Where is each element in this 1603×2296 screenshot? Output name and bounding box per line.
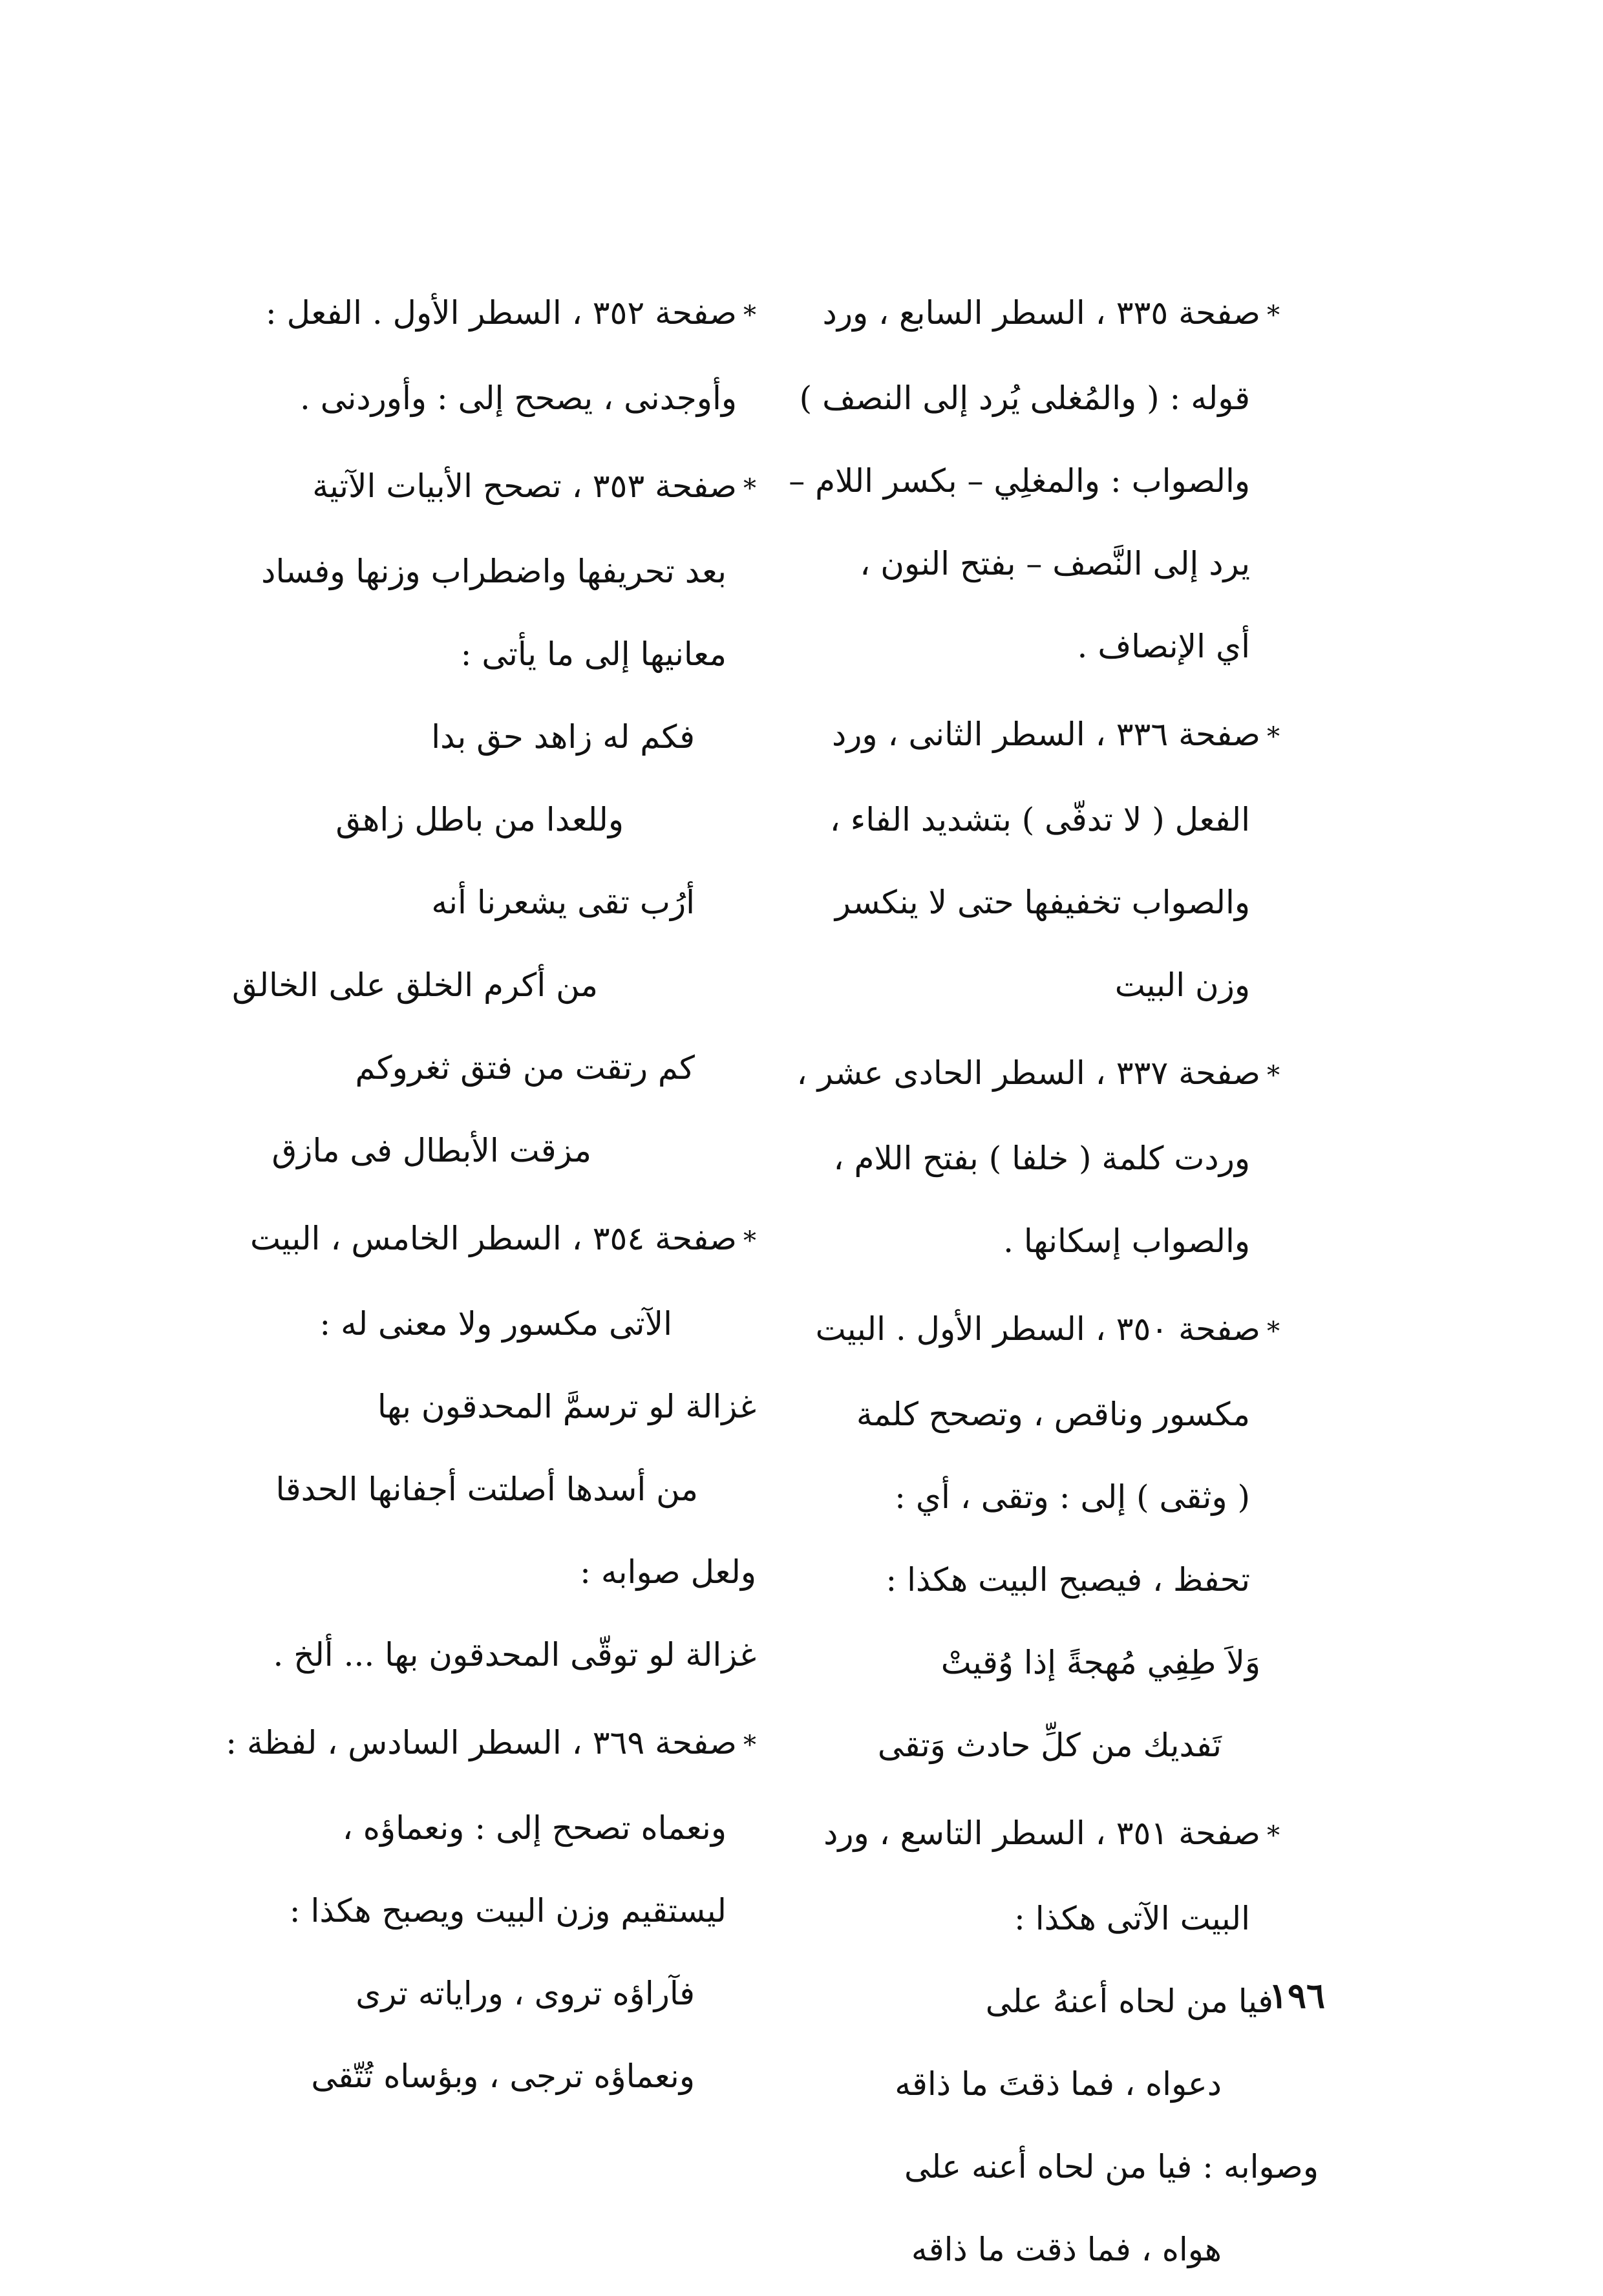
entry-text-line: يرد إلى النَّصف – بفتح النون ، — [860, 545, 1250, 582]
verse-line: فآراؤه تروى ، ورایاته ترى — [356, 1975, 695, 2012]
bullet-star: * — [1267, 1821, 1280, 1851]
poem-verse — [232, 696, 756, 1192]
entry-text-line: وردت كلمة ( خلفا ) بفتح اللام ، — [833, 1140, 1250, 1177]
bullet-star: * — [1267, 301, 1280, 330]
entry-text-line: ونعماه تصحح إلى : ونعماؤه ، — [342, 1809, 727, 1847]
poem-verse — [792, 1960, 1280, 2125]
entry-text-line: والصواب : والمغلِي – بكسر اللام – — [789, 462, 1250, 500]
correction-entry — [789, 271, 1280, 688]
entry-text-line: ليستقيم وزن البيت ويصبح هكذا : — [289, 1892, 727, 1929]
verse-line: وَلاَ طِفِي مُهجةً إذا وُقيتْ — [940, 1644, 1260, 1681]
correction-entry — [226, 1701, 756, 2118]
correction-entry — [792, 1288, 1280, 1787]
entry-heading: صفحة ٣٦٩ ، السطر السادس ، لفظة : — [226, 1724, 737, 1761]
correction-entry — [246, 1197, 756, 1696]
bullet-star: * — [1267, 1061, 1280, 1090]
entry-text-line: وزن البيت — [1114, 966, 1250, 1004]
entry-text-line: بعد تحريفها واضطراب وزنها وفساد — [261, 553, 727, 590]
entry-text-line: الفعل ( لا تدفّى ) بتشديد الفاء ، — [829, 801, 1250, 838]
correction-entry — [232, 445, 756, 1192]
entry-text-line: الآتى مكسور ولا معنى له : — [319, 1305, 672, 1343]
bullet-star: * — [743, 301, 756, 330]
verse-line: من أسدها أصلتت أجفانها الحدقا — [275, 1471, 698, 1508]
verse-line: تَفديك من كلِّ حادث وَتقى — [877, 1727, 1222, 1764]
entry-text-line: ولعل صوابه : — [580, 1553, 756, 1591]
entry-heading: صفحة ٣٥٢ ، السطر الأول . الفعل : — [265, 294, 737, 332]
entry-text-line: غزالة لو توقّى المحدقون بها ... ألخ . — [273, 1636, 756, 1674]
entry-heading: صفحة ٣٥٠ ، السطر الأول . البيت — [815, 1310, 1260, 1348]
correction-entry — [792, 693, 1280, 1026]
bullet-star: * — [1267, 722, 1280, 752]
page-number: ١٩٦ — [1268, 1975, 1325, 2016]
verse-line: كم رتقت من فتق ثغروكم — [355, 1049, 695, 1087]
left-column — [226, 271, 756, 2123]
entry-heading: صفحة ٣٣٧ ، السطر الحادى عشر ، — [796, 1054, 1260, 1092]
verse-line: من أكرم الخلق على الخالق — [232, 966, 598, 1004]
verse-line: مزقت الأبطال فى مازق — [271, 1132, 591, 1169]
poem-verse — [792, 1621, 1280, 1787]
verse-line: ونعماؤه ترجى ، وبؤساه تُتّقى — [311, 2057, 695, 2095]
verse-line: فيا من لحاه أعنهُ على — [985, 1982, 1273, 2020]
entry-text-line: قوله : ( والمُغلى يُرد إلى النصف ) — [799, 379, 1250, 417]
entry-text-line: ( وثقى ) إلى : وتقى ، أي : — [895, 1478, 1250, 1516]
bullet-star: * — [743, 1226, 756, 1256]
verse-line: غزالة لو ترسمَّ المحدقون بها — [377, 1388, 756, 1425]
verse-line: وللعدا من باطل زاهق — [335, 801, 624, 838]
bullet-star: * — [743, 1730, 756, 1760]
entry-text-line: مكسور وناقص ، وتصحح كلمة — [856, 1396, 1250, 1433]
verse-line: دعواه ، فما ذقتَ ما ذاقه — [895, 2065, 1222, 2103]
entry-text-line: تحفظ ، فيصبح البيت هكذا : — [886, 1561, 1250, 1599]
entry-heading: صفحة ٣٥٣ ، تصحح الأبيات الآتية — [312, 467, 737, 505]
entry-heading: صفحة ٣٣٦ ، السطر الثانى ، ورد — [832, 716, 1260, 753]
correction-entry — [792, 1032, 1280, 1282]
entry-text-line: والصواب تخفيفها حتى لا ينكسر — [834, 884, 1250, 921]
correction-entry — [246, 271, 756, 440]
entry-text-line: وأوجدنى ، يصحح إلى : وأوردنى . — [300, 379, 737, 417]
bullet-star: * — [743, 474, 756, 504]
entry-text-line: البيت الآتى هكذا : — [1014, 1900, 1250, 1937]
verse-line: أرُب تقى يشعرنا أنه — [431, 884, 695, 921]
entry-text-line: والصواب إسكانها . — [1003, 1222, 1250, 1260]
entry-text-line: وصوابه : فيا من لحاه أعنه على — [904, 2148, 1319, 2185]
verse-line: فكم له زاهد حق بدا — [431, 718, 695, 756]
entry-heading: صفحة ٣٥١ ، السطر التاسع ، ورد — [823, 1814, 1260, 1852]
entry-text-line: أي الإنصاف . — [1077, 628, 1250, 665]
entry-heading: صفحة ٣٥٤ ، السطر الخامس ، البيت — [250, 1220, 737, 1257]
entry-heading: صفحة ٣٣٥ ، السطر السابع ، ورد — [822, 294, 1260, 332]
entry-text-line: معانيها إلى ما يأتى : — [460, 635, 727, 673]
poem-verse — [246, 1952, 756, 2118]
poem-verse — [246, 1365, 756, 1531]
bullet-star: * — [1267, 1317, 1280, 1346]
entry-text-line: هواه ، فما ذقت ما ذاقه — [911, 2231, 1222, 2268]
